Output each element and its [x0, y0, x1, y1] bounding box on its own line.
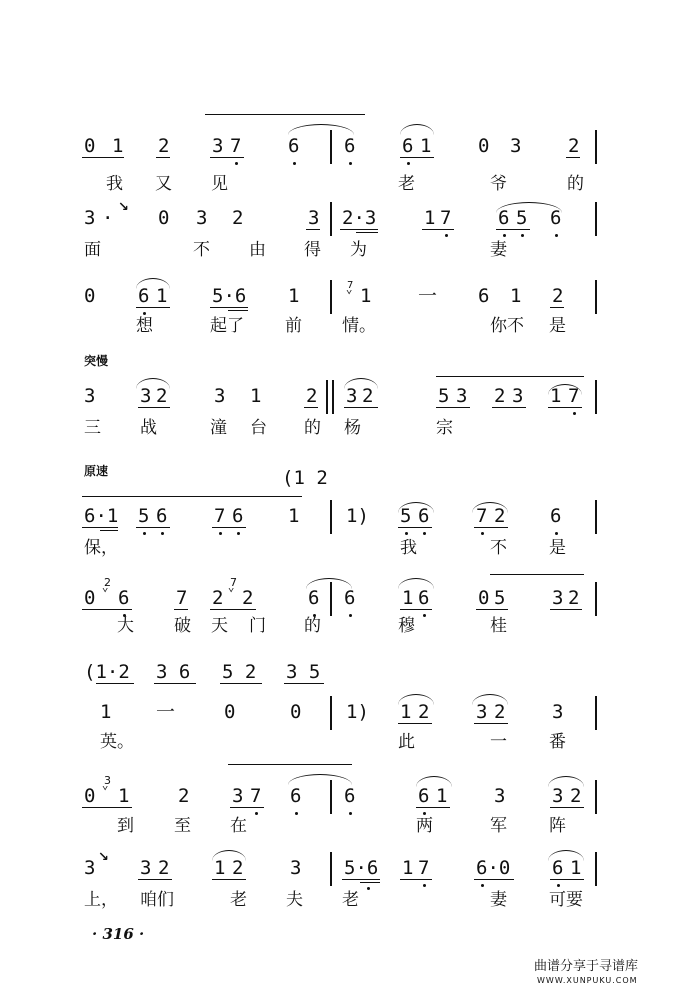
note: 2: [156, 385, 168, 407]
lyric: 不: [490, 538, 507, 558]
note: 6: [344, 135, 356, 157]
lyric: 我: [400, 538, 417, 558]
barline: [595, 696, 597, 730]
grace-hook: ᘁ: [346, 288, 353, 302]
note: 6: [290, 785, 302, 807]
beam: [356, 232, 378, 233]
beam: [474, 723, 508, 724]
beam: [96, 683, 134, 684]
score-line-8: [0, 760, 680, 850]
lyric: 爷: [490, 174, 507, 194]
note: 3: [476, 701, 488, 723]
note: 6: [552, 857, 564, 879]
note: 7: [214, 505, 226, 527]
dot: [161, 532, 164, 535]
dot: [423, 884, 426, 887]
beam: [228, 310, 248, 311]
note: 3: [552, 785, 564, 807]
note: 2: [494, 385, 506, 407]
dot: [293, 162, 296, 165]
note: 1: [424, 207, 436, 229]
beam: [100, 530, 118, 531]
watermark-url: WWW.XUNPUKU.COM: [537, 976, 638, 985]
dot: [255, 812, 258, 815]
lyric: 到: [117, 816, 134, 836]
lyric: 妻: [490, 240, 507, 260]
dot: [349, 162, 352, 165]
lyric: 咱们: [140, 890, 174, 910]
beam: [154, 683, 196, 684]
tie: [82, 496, 302, 503]
lyric: 的: [304, 418, 321, 438]
beam: [436, 407, 470, 408]
note: 2: [306, 385, 318, 407]
note: 6: [550, 207, 562, 229]
note: 3: [84, 207, 96, 229]
dot: [557, 884, 560, 887]
grace-hook: ᘁ: [228, 586, 235, 600]
barline: [595, 130, 597, 164]
lyric: 穆: [398, 616, 415, 636]
note: 0: [478, 587, 490, 609]
barline: [330, 582, 332, 616]
barline: [330, 280, 332, 314]
note: 5: [438, 385, 450, 407]
note: 6: [402, 135, 414, 157]
note: 1: [288, 285, 300, 307]
beam: [212, 879, 246, 880]
tie: [436, 376, 584, 383]
beam: [496, 229, 530, 230]
note: 3: [290, 857, 302, 879]
note: 6: [344, 785, 356, 807]
watermark-text: 曲谱分享于寻谱库: [534, 959, 639, 974]
barline: [330, 500, 332, 534]
lyric: 老: [398, 174, 415, 194]
beam: [82, 609, 132, 610]
note: 2: [232, 207, 244, 229]
beam: [474, 879, 514, 880]
score-line-1: [0, 110, 680, 200]
note: 2: [158, 135, 170, 157]
note: 6·0: [476, 857, 511, 879]
note: 3: [140, 857, 152, 879]
dot: [295, 812, 298, 815]
lyric: 战: [140, 418, 157, 438]
lyric: 见: [211, 174, 228, 194]
beam: [230, 807, 264, 808]
beam: [136, 307, 170, 308]
barline: [595, 380, 597, 414]
barline: [595, 582, 597, 616]
note: 1: [214, 857, 226, 879]
note: 7: [230, 135, 242, 157]
note: 2: [242, 587, 254, 609]
lyric: 面: [84, 240, 101, 260]
lyric: 宗: [436, 418, 453, 438]
note: 3: [346, 385, 358, 407]
lyric: 我: [106, 174, 123, 194]
note: 5: [494, 587, 506, 609]
lyric: 门: [249, 616, 266, 636]
lyric: 在: [230, 816, 247, 836]
grace-note: 7: [230, 576, 237, 589]
note: 3: [212, 135, 224, 157]
lyric: 得: [304, 240, 321, 260]
note: 1: [112, 135, 124, 157]
lyric: 情。: [342, 316, 376, 336]
note: 6: [138, 285, 150, 307]
beam: [138, 879, 172, 880]
barline: [330, 202, 332, 236]
intro-b-note: 3 6: [156, 661, 191, 683]
note: 1: [100, 701, 112, 723]
note: 3: [84, 385, 96, 407]
lyric: 桂: [490, 616, 507, 636]
beam: [210, 609, 256, 610]
note: 2: [494, 701, 506, 723]
beam: [156, 157, 170, 158]
intro-b: [0, 658, 680, 688]
dot: [349, 812, 352, 815]
lyric: 起了: [210, 316, 244, 336]
note: 0: [158, 207, 170, 229]
lyric: 不: [193, 240, 210, 260]
beam: [360, 882, 380, 883]
lyric: 番: [549, 732, 566, 752]
dot: [235, 162, 238, 165]
grace-note: 3: [104, 774, 111, 787]
lyric: 为: [350, 240, 367, 260]
note: 3: [552, 587, 564, 609]
note: 6·1: [84, 505, 119, 527]
note: 3: [552, 701, 564, 723]
note: 1: [550, 385, 562, 407]
dot: [423, 614, 426, 617]
beam: [474, 527, 508, 528]
tie: [228, 764, 352, 771]
beam: [550, 879, 584, 880]
dot: [143, 532, 146, 535]
note: 1: [118, 785, 130, 807]
note: 2: [494, 505, 506, 527]
note: 1: [402, 587, 414, 609]
note: 1: [420, 135, 432, 157]
breath-mark: ↘: [118, 200, 129, 215]
lyric: 潼: [210, 418, 227, 438]
grace-note: 7: [347, 280, 354, 291]
note: 5: [516, 207, 528, 229]
note: 3: [214, 385, 226, 407]
score-line-2: [0, 190, 680, 280]
lyric: 的: [567, 174, 584, 194]
beam: [476, 609, 508, 610]
lyric: 是: [549, 316, 566, 336]
note: 1): [346, 505, 369, 527]
note: 2: [552, 285, 564, 307]
lyric: 三: [84, 418, 101, 438]
note: 5: [400, 505, 412, 527]
beam: [422, 229, 454, 230]
lyric: 破: [174, 616, 191, 636]
note: 1: [156, 285, 168, 307]
lyric: 是: [549, 538, 566, 558]
dot: [521, 234, 524, 237]
note: 3: [140, 385, 152, 407]
tempo-mark-original: 原速: [84, 464, 109, 478]
beam: [212, 527, 246, 528]
note: 1: [288, 505, 300, 527]
dot: [445, 234, 448, 237]
note: 6: [308, 587, 320, 609]
lyric: 老: [230, 890, 247, 910]
note: 一: [156, 701, 176, 723]
tie: [288, 774, 352, 785]
grace-hook: ᘁ: [102, 586, 109, 600]
note: 3: [84, 857, 96, 879]
dot: [423, 532, 426, 535]
dot: [481, 884, 484, 887]
lyric: 的: [304, 616, 321, 636]
dot: [237, 532, 240, 535]
note: 2: [568, 587, 580, 609]
note: 2: [178, 785, 190, 807]
dot: [555, 234, 558, 237]
barline: [330, 130, 332, 164]
note: 2·3: [342, 207, 377, 229]
note: 7: [418, 857, 430, 879]
note: 7: [440, 207, 452, 229]
dot: [405, 532, 408, 535]
score-line-3: [0, 268, 680, 358]
note: 0: [84, 135, 96, 157]
note: 7: [476, 505, 488, 527]
lyric: 两: [416, 816, 433, 836]
beam: [550, 609, 582, 610]
beam: [210, 157, 244, 158]
beam: [210, 307, 248, 308]
note: 6: [288, 135, 300, 157]
barline: [330, 696, 332, 730]
note: 7: [568, 385, 580, 407]
note: 0: [84, 285, 96, 307]
lyric: 一: [490, 732, 507, 752]
lyric: 老: [342, 890, 359, 910]
beam: [220, 683, 262, 684]
note: 6: [344, 587, 356, 609]
score-line-9: [0, 840, 680, 930]
beam: [344, 407, 378, 408]
note: 3: [456, 385, 468, 407]
beam: [82, 527, 118, 528]
beam: [400, 879, 432, 880]
note: 6: [418, 587, 430, 609]
beam: [138, 407, 170, 408]
barline: [330, 780, 332, 814]
note: 7: [250, 785, 262, 807]
lyric: 妻: [490, 890, 507, 910]
barline: [332, 380, 334, 414]
beam: [398, 723, 432, 724]
beam: [548, 407, 582, 408]
note: 1: [360, 285, 372, 307]
note: 1: [400, 701, 412, 723]
lyric: 夫: [286, 890, 303, 910]
note: 3: [510, 135, 522, 157]
barline: [330, 852, 332, 886]
lyric: 保，: [84, 538, 118, 558]
dot: [367, 887, 370, 890]
note: 0: [84, 587, 96, 609]
dot: [503, 234, 506, 237]
note: 6: [478, 285, 490, 307]
dot: [481, 532, 484, 535]
beam: [416, 807, 450, 808]
note: 1: [570, 857, 582, 879]
breath-mark: ↘: [98, 850, 109, 865]
beam: [400, 609, 432, 610]
note: 6: [550, 505, 562, 527]
lyric: 大: [117, 616, 134, 636]
barline: [595, 780, 597, 814]
lyric: 英。: [100, 732, 134, 752]
beam: [566, 157, 580, 158]
note: 2: [212, 587, 224, 609]
note: 3: [512, 385, 524, 407]
lyric: 上，: [84, 890, 118, 910]
intro-b-note: 5 2: [222, 661, 257, 683]
page-number: · 316 ·: [92, 925, 145, 943]
note: 6: [498, 207, 510, 229]
note: 0: [478, 135, 490, 157]
barline: [595, 852, 597, 886]
note: 1: [510, 285, 522, 307]
intro-a: (1 2: [282, 467, 328, 489]
beam: [492, 407, 526, 408]
lyric: 又: [155, 174, 172, 194]
score-line-6: [0, 570, 680, 660]
tie: [490, 574, 584, 581]
lyric: 阵: [549, 816, 566, 836]
dot: [573, 412, 576, 415]
lyric: 想: [136, 316, 153, 336]
beam: [398, 527, 432, 528]
beam: [82, 157, 124, 158]
note: ·: [102, 207, 114, 229]
beam: [340, 229, 378, 230]
dot: [349, 614, 352, 617]
lyric: 前: [285, 316, 302, 336]
lyric: 至: [174, 816, 191, 836]
note: 7: [176, 587, 188, 609]
note: 1: [436, 785, 448, 807]
beam: [82, 807, 132, 808]
barline: [595, 280, 597, 314]
dot: [143, 312, 146, 315]
note: 3: [494, 785, 506, 807]
note: 2: [568, 135, 580, 157]
note: 5: [138, 505, 150, 527]
beam: [550, 307, 564, 308]
note: 2: [418, 701, 430, 723]
note: 3: [232, 785, 244, 807]
dot: [423, 812, 426, 815]
lyric: 由: [249, 240, 266, 260]
grace-hook: ᘁ: [102, 784, 109, 798]
lyric: 杨: [344, 418, 361, 438]
beam: [284, 683, 324, 684]
note: 5·6: [344, 857, 379, 879]
note: 0: [224, 701, 236, 723]
note: 1): [346, 701, 369, 723]
note: 6: [156, 505, 168, 527]
tie: [400, 124, 434, 135]
lyric: 天: [211, 616, 228, 636]
tie: [288, 124, 354, 135]
beam: [342, 879, 380, 880]
lyric: 可要: [549, 890, 583, 910]
dot: [555, 532, 558, 535]
lyric: 你不: [490, 316, 524, 336]
note: 3: [308, 207, 320, 229]
note: 6: [418, 505, 430, 527]
note: 一: [418, 285, 438, 307]
note: 2: [232, 857, 244, 879]
beam: [304, 407, 318, 408]
note: 6: [418, 785, 430, 807]
tie: [205, 114, 365, 121]
note: 2: [158, 857, 170, 879]
barline: [595, 202, 597, 236]
note: 6: [118, 587, 130, 609]
lyric: 台: [250, 418, 267, 438]
note: 2: [570, 785, 582, 807]
note: 0: [84, 785, 96, 807]
barline: [595, 500, 597, 534]
intro-b-note: 3 5: [286, 661, 321, 683]
score-line-4: [0, 372, 680, 462]
note: 5·6: [212, 285, 247, 307]
barline: [326, 380, 328, 414]
note: 1: [402, 857, 414, 879]
note: 2: [362, 385, 374, 407]
note: 0: [290, 701, 302, 723]
note: 1: [250, 385, 262, 407]
lyric: 军: [490, 816, 507, 836]
beam: [306, 229, 320, 230]
beam: [136, 527, 170, 528]
beam: [400, 157, 434, 158]
tempo-mark-slow: 突慢: [84, 354, 109, 368]
intro-b-note: (1·2: [84, 661, 130, 683]
dot: [219, 532, 222, 535]
note: 6: [232, 505, 244, 527]
score-line-5: [0, 492, 680, 582]
beam: [174, 609, 188, 610]
grace-note: 2: [104, 576, 111, 589]
beam: [550, 807, 584, 808]
note: 3: [196, 207, 208, 229]
lyric: 此: [398, 732, 415, 752]
dot: [407, 162, 410, 165]
